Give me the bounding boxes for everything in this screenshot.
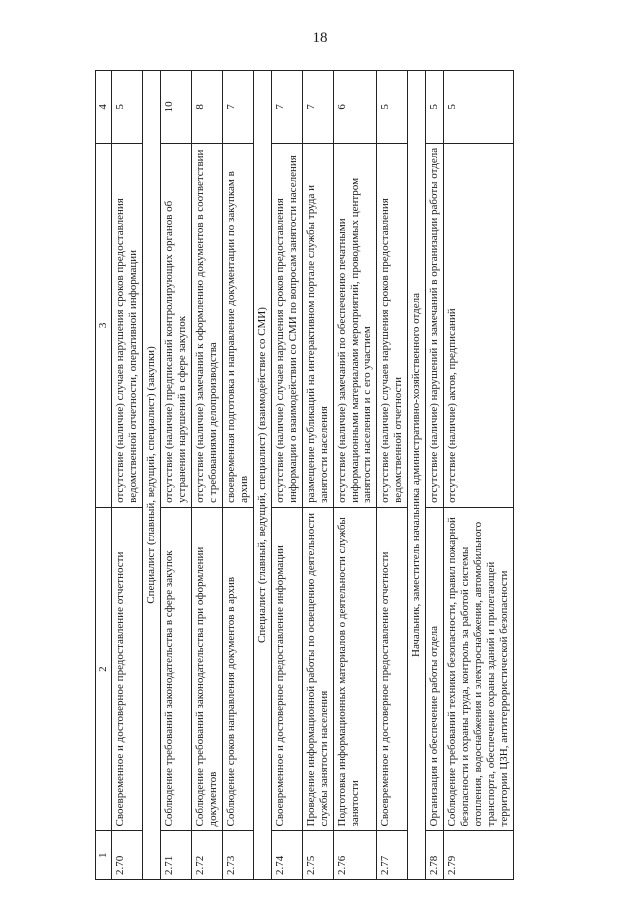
task-cell: Своевременное и достоверное предоставление отчетности	[377, 507, 408, 831]
table-row	[191, 71, 222, 880]
score-cell: 5	[426, 71, 444, 144]
task-cell: Соблюдение сроков направления документов в архив	[222, 507, 253, 831]
page-number: 18	[312, 30, 328, 46]
task-cell: Соблюдение требований законодательства в сфере закупок	[160, 507, 191, 831]
table-row	[426, 71, 444, 880]
indicator-cell: отсутствие (наличие) замечаний к оформлению документов в соответствии с требованиями делопроизводства	[191, 143, 222, 507]
section-heading: Специалист (главный, ведущий, специалист) (закупки)	[142, 71, 160, 880]
indicator-cell: отсутствие (наличие) актов, предписаний	[444, 143, 514, 507]
indicator-cell: отсутствие (наличие) случаев нарушения сроков предоставления ведомственной отчетности, оперативной информации	[111, 143, 142, 507]
column-number-2: 2	[96, 507, 112, 831]
section-heading: Начальник, заместитель начальника административно-хозяйственного отдела	[408, 71, 426, 880]
score-cell: 5	[377, 71, 408, 144]
column-number-row	[96, 71, 112, 880]
score-cell: 6	[333, 71, 377, 144]
indicator-cell: отсутствие (наличие) случаев нарушения сроков предоставления ведомственной отчетности	[377, 143, 408, 507]
indicator-cell: своевременная подготовка и направление документации по закупкам в архив	[222, 143, 253, 507]
task-cell: Подготовка информационных материалов о деятельности службы занятости	[333, 507, 377, 831]
criteria-table	[95, 70, 514, 880]
row-number: 2.79	[444, 831, 514, 880]
task-cell: Организация и обеспечение работы отдела	[426, 507, 444, 831]
row-number: 2.72	[191, 831, 222, 880]
table-row	[333, 71, 377, 880]
row-number: 2.70	[111, 831, 142, 880]
table-row	[444, 71, 514, 880]
column-number-3: 3	[96, 143, 112, 507]
task-cell: Проведение информационной работы по освещению деятельности службы занятости населения	[302, 507, 333, 831]
section-heading-row	[408, 71, 426, 880]
row-number: 2.75	[302, 831, 333, 880]
row-number: 2.78	[426, 831, 444, 880]
indicator-cell: отсутствие (наличие) замечаний по обеспечению печатными информационными материалами мероприятий, проводимых центром занятости населения и с его участием	[333, 143, 377, 507]
indicator-cell: отсутствие (наличие) нарушений и замечаний в организации работы отдела	[426, 143, 444, 507]
score-cell: 8	[191, 71, 222, 144]
table-row	[160, 71, 191, 880]
task-cell: Соблюдение требований законодательства при оформлении документов	[191, 507, 222, 831]
table-row	[302, 71, 333, 880]
task-cell: Своевременное и достоверное предоставление информации	[271, 507, 302, 831]
indicator-cell: отсутствие (наличие) предписаний контролирующих органов об устранении нарушений в сфере закупок	[160, 143, 191, 507]
row-number: 2.76	[333, 831, 377, 880]
table-row	[271, 71, 302, 880]
table-row	[377, 71, 408, 880]
column-number-4: 4	[96, 71, 112, 144]
row-number: 2.74	[271, 831, 302, 880]
score-cell: 7	[302, 71, 333, 144]
rotated-table-frame	[95, 70, 615, 880]
row-number: 2.71	[160, 831, 191, 880]
score-cell: 5	[111, 71, 142, 144]
task-cell: Своевременное и достоверное предоставление отчетности	[111, 507, 142, 831]
section-heading: Специалист (главный, ведущий, специалист) (взаимодействие со СМИ)	[253, 71, 271, 880]
indicator-cell: отсутствие (наличие) случаев нарушения сроков предоставления информации о взаимодействии со СМИ по вопросам занятости населения	[271, 143, 302, 507]
table-row	[222, 71, 253, 880]
score-cell: 7	[222, 71, 253, 144]
section-heading-row	[253, 71, 271, 880]
column-number-1: 1	[96, 831, 112, 880]
score-cell: 10	[160, 71, 191, 144]
section-heading-row	[142, 71, 160, 880]
score-cell: 5	[444, 71, 514, 144]
score-cell: 7	[271, 71, 302, 144]
task-cell: Соблюдение требований техники безопасности, правил пожарной безопасности и охраны труда, контроль за работой системы отопления, водоснабжения и электроснабжения, автомобильного транспорта, обеспечение охраны зданий и прилегающей территории ЦЗН, антитеррористической безопасности	[444, 507, 514, 831]
row-number: 2.77	[377, 831, 408, 880]
criteria-table-body	[96, 71, 514, 880]
indicator-cell: размещение публикаций на интерактивном портале службы труда и занятости населения	[302, 143, 333, 507]
table-row	[111, 71, 142, 880]
row-number: 2.73	[222, 831, 253, 880]
